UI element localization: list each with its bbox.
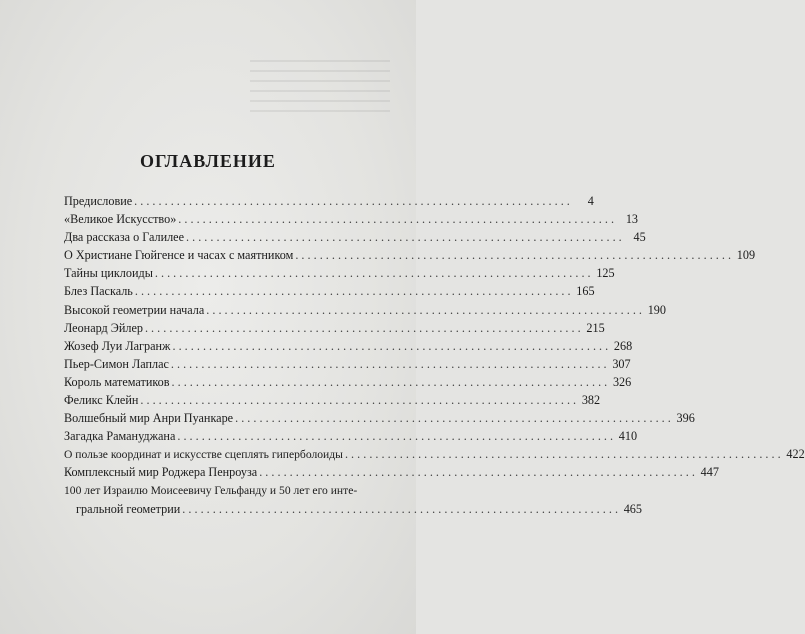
toc-entry-title: Загадка Рамануджана [64, 429, 176, 444]
toc-entry [64, 194, 594, 212]
toc-entry [64, 429, 638, 447]
toc-entry-page: 215 [586, 320, 605, 335]
toc-entry [64, 266, 615, 284]
toc-entry [64, 465, 719, 483]
toc-leader-dots [171, 357, 607, 372]
toc-entry-page: 447 [700, 465, 719, 480]
toc-leader-dots [140, 393, 576, 408]
toc-entry [64, 447, 805, 465]
toc-leader-dots [172, 339, 608, 354]
toc-entry-title: Феликс Клейн [64, 393, 139, 408]
toc-entry-title: О пользе координат и искусстве сцеплять гиперболоиды [64, 448, 343, 462]
toc-entry-title-line2-row [64, 501, 642, 520]
toc-leader-dots [206, 303, 642, 318]
toc-entry [64, 338, 633, 357]
toc-entry-page: 45 [633, 230, 646, 245]
toc-leader-dots [295, 248, 731, 263]
toc-entry-page: 382 [581, 393, 601, 408]
page-title: ОГЛАВЛЕНИЕ [140, 151, 276, 171]
toc-entry [64, 302, 666, 321]
toc-leader-dots [182, 502, 618, 517]
toc-leader-dots [178, 212, 614, 227]
toc-entry-page: 190 [647, 302, 666, 317]
toc-leader-dots [135, 284, 571, 299]
bleed-through-text [250, 60, 390, 115]
toc-entry-title: Предисловие [64, 194, 133, 208]
toc-entry-title: Тайны циклоиды [64, 266, 153, 281]
toc-entry-page: 422 [786, 447, 805, 462]
toc-leader-dots [186, 230, 622, 245]
toc-entry-title: Пьер-Симон Лаплас [64, 356, 169, 371]
toc-entry-title: Волшебный мир Анри Пуанкаре [64, 411, 234, 426]
toc-entry-page: 165 [576, 284, 595, 299]
toc-leader-dots [235, 411, 671, 426]
toc-entry-page: 109 [736, 248, 756, 263]
toc-entry [64, 248, 756, 266]
toc-entry [64, 230, 646, 248]
toc-entry-title-line1: 100 лет Израилю Моисеевичу Гельфанду и 50 лет его инте- [64, 483, 358, 497]
toc-entry-title: Леонард Эйлер [64, 320, 143, 335]
toc-entry [64, 411, 695, 429]
toc-leader-dots [345, 447, 781, 462]
toc-entry-title: Жозеф Луи Лагранж [64, 338, 171, 353]
toc-entry-title: Король математиков [64, 374, 170, 389]
toc-entry [64, 374, 632, 393]
toc-entry [64, 320, 605, 339]
toc-entry-page: 4 [587, 194, 594, 208]
toc-entry-page: 410 [618, 429, 638, 444]
toc-entry [64, 284, 595, 302]
toc-entry-title: Блез Паскаль [64, 284, 133, 299]
toc-entry-page: 13 [625, 212, 638, 227]
toc-leader-dots [177, 429, 613, 444]
toc-leader-dots [172, 375, 608, 390]
toc-leader-dots [134, 194, 570, 209]
toc-entry-title: «Великое Искусство» [64, 212, 177, 227]
toc-entry-title: О Христиане Гюйгенсе и часах с маятником [64, 248, 294, 263]
toc-entry-page: 396 [676, 411, 695, 426]
toc-entry-page: 465 [623, 501, 642, 516]
toc-entry-title-line2: гральной геометрии [76, 501, 181, 516]
toc-entry-title: Высокой геометрии начала [64, 302, 205, 317]
toc-entry-page: 125 [596, 266, 615, 281]
toc-entry-page: 307 [612, 356, 631, 371]
toc-entry-page: 326 [612, 374, 632, 389]
toc-leader-dots [155, 266, 591, 281]
toc-leader-dots [145, 321, 581, 336]
table-of-contents [64, 194, 805, 520]
toc-entry-multiline [64, 483, 642, 520]
toc-entry-title: Два рассказа о Галилее [64, 230, 185, 245]
toc-entry-page: 268 [613, 338, 633, 353]
toc-entry-title: Комплексный мир Роджера Пенроуза [64, 465, 258, 480]
toc-entry [64, 212, 638, 230]
toc-entry [64, 393, 601, 411]
toc-entry [64, 356, 631, 375]
toc-leader-dots [259, 465, 695, 480]
